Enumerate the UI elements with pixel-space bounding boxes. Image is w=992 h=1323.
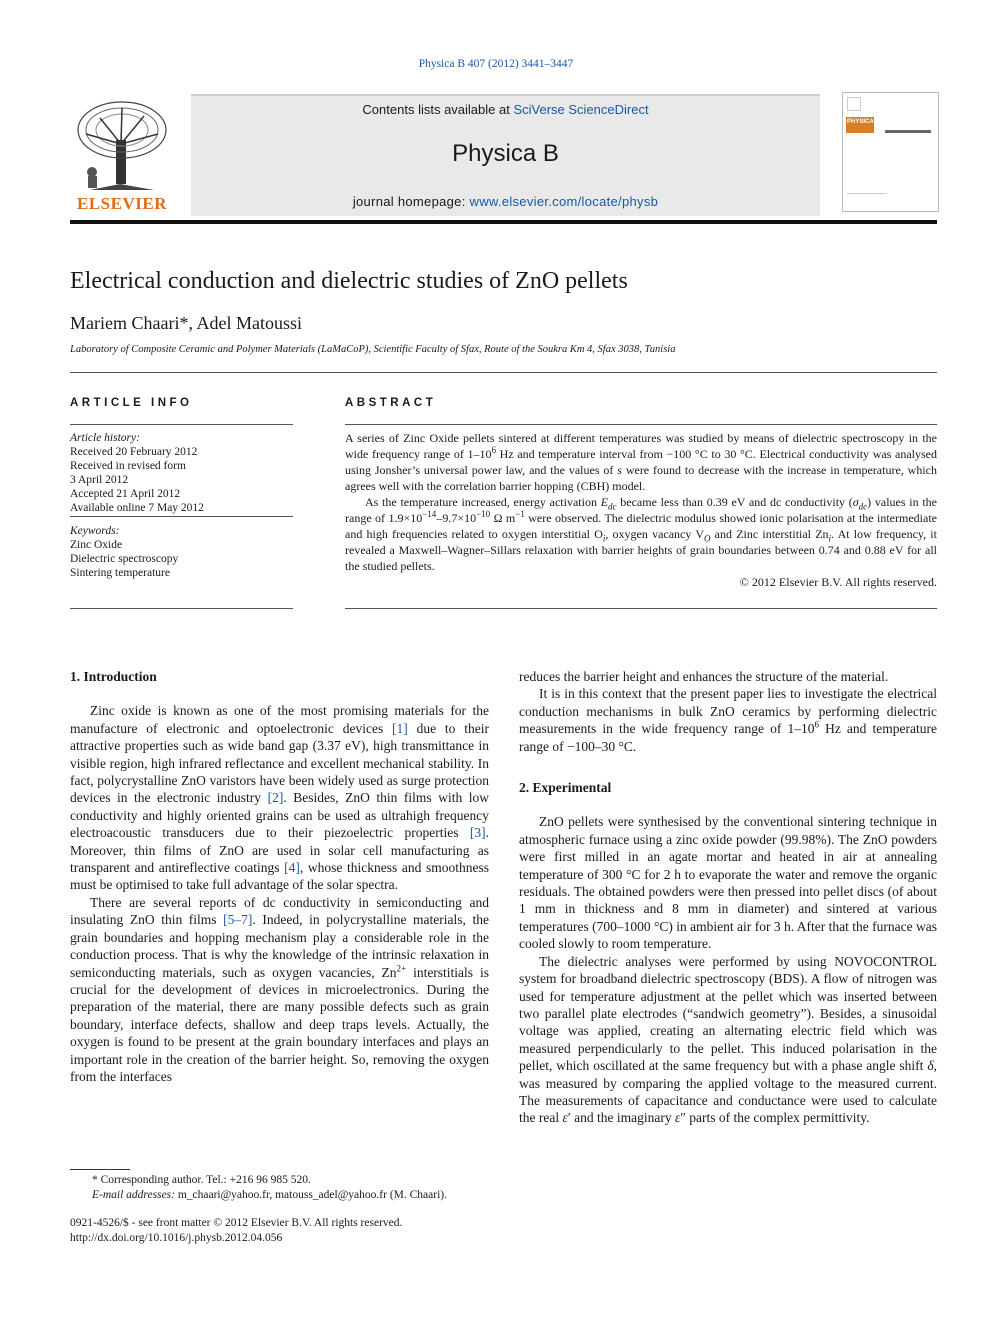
header-rule (70, 220, 937, 224)
experimental-paragraph: The dielectric analyses were performed by using NOVOCONTROL system for broadband dielectric spectroscopy (BDS). A flow of nitrogen was used for temperature adjustment at the pellet which was inserted between two parallel plate electrodes (“sandwich geometry”). Besides, a sinusoidal voltage was applied, creating an alternating electric field which was measured perpendicularly to the pellet. This induced polarisation in the pellet, which oscillated at the same frequency but with a phase angle shift δ, was measured by comparing the applied voltage to the measured current. The measurements of capacitance and conductance were used to calculate the real ε′ and the imaginary ε″ parts of the complex permittivity. (519, 953, 937, 1126)
doi-link[interactable]: http://dx.doi.org/10.1016/j.physb.2012.04.056 (70, 1232, 283, 1244)
homepage-prefix: journal homepage: (352, 194, 470, 209)
article-info-rule-mid (70, 516, 293, 517)
keyword-item: Dielectric spectroscopy (70, 553, 179, 565)
abstract-heading: ABSTRACT (345, 397, 437, 409)
abstract-rule-bottom (345, 608, 937, 609)
cover-label: PHYSICA (847, 119, 874, 125)
email-addresses: m_chaari@yahoo.fr, matouss_adel@yahoo.fr (M. Chaari). (174, 1189, 447, 1201)
abstract-rule-top (345, 424, 937, 425)
history-item: Received in revised form (70, 460, 186, 472)
abstract-paragraph: As the temperature increased, energy activation $E_{dc}$ became less than 0.39 eV and dc conductivity $(\sigma_{dc})$ values in the range of $1.9\times 10^{-14}-9.7\times 10^{-10}$ Ω $m^{-1}$ were observed. The dielectric modulus showed ionic polarisation at the intermediate and high frequencies related to oxygen interstitial $O_i$, oxygen vacancy $V_O$ and Zinc interstitial $Zn_i$. At low frequency, it revealed a Maxwell–Wagner–Sillars relaxation with barrier heights of grain boundaries between 0.74 and 0.88 eV for all the studied pellets. (345, 495, 937, 573)
issn-line: 0921-4526/$ - see front matter © 2012 Elsevier B.V. All rights reserved. (70, 1217, 403, 1229)
homepage-link[interactable]: www.elsevier.com/locate/physb (469, 194, 659, 209)
contents-line (191, 102, 820, 117)
article-info-rule-bottom (70, 608, 293, 609)
footnotes (70, 1173, 500, 1203)
keyword-item: Sintering temperature (70, 567, 170, 579)
journal-name: Physica B (452, 140, 559, 167)
article-history (70, 431, 293, 515)
intro-paragraph: Zinc oxide is known as one of the most promising materials for the manufacture of electronic and optoelectronic devices [1] due to their attractive properties such as wide band gap (3.37 eV), high transmittance in visible region, high infrared reflectance and excellent mechanical stability. In fact, polycrystalline ZnO varistors have been widely used as surge protection devices in the electronic industry [2]. Besides, ZnO thin films with low conductivity and highly oriented grains can be used as ultrahigh frequency electroacoustic transducers due to their piezoelectric properties [3]. Moreover, thin films of ZnO are used in solar cell manufacturing as transparent and antireflective coatings [4], whose thickness and smoothness must be optimised to take full advantage of the solar spectra. (70, 703, 489, 893)
history-item: Accepted 21 April 2012 (70, 488, 181, 500)
keyword-item: Zinc Oxide (70, 539, 123, 551)
experimental-heading: 2. Experimental (519, 780, 612, 796)
article-title: Electrical conduction and dielectric studies of ZnO pellets (70, 268, 628, 294)
history-item: 3 April 2012 (70, 474, 129, 486)
body-column-right (519, 668, 937, 1127)
intro-heading: 1. Introduction (70, 669, 157, 684)
intro-paragraph: There are several reports of dc conductivity in semiconducting and insulating ZnO thin films [5–7]. Indeed, in polycrystalline materials, the grain boundaries and hopping mechanism play a considerable role in the conduction process. That is why the knowledge of the intrinsic relaxation in semiconducting materials, such as oxygen vacancies, $Zn^{2+}$ interstitials is crucial for the development of devices in microelectronics. During the preparation of the material, there are many possible defects such as grain boundary, interface defects, shallow and deep traps levels. Actually, the oxygen is found to be present at the grain boundary interfaces and plays an important role in the creation of the barrier height. So, removing the oxygen from the interfaces (70, 894, 490, 1084)
cover-footer (847, 193, 887, 202)
intro-paragraph-continued: reduces the barrier height and enhances the structure of the material. (519, 669, 889, 684)
corresponding-author-note: * Corresponding author. Tel.: +216 96 985 520. (92, 1174, 311, 1186)
article-authors: Mariem Chaari*, Adel Matoussi (70, 313, 302, 333)
abstract-body (345, 430, 937, 590)
keywords (70, 524, 293, 580)
email-note (70, 1188, 500, 1203)
sciencedirect-link[interactable]: SciVerse ScienceDirect (513, 102, 649, 117)
cover-text-line (885, 130, 931, 133)
history-item: Received 20 February 2012 (70, 446, 198, 458)
article-info-heading: ARTICLE INFO (70, 397, 193, 409)
body-column-left (70, 668, 489, 1085)
title-rule (70, 372, 937, 373)
abstract-paragraph: A series of Zinc Oxide pellets sintered at different temperatures was studied by means of dielectric spectroscopy in the wide frequency range of $1-10^6$ Hz and temperature interval from −100 °C to 30 °C. Electrical conductivity was analysed using Jonsher’s universal power law, and the values of s were found to decrease with the increase in temperature, which agrees well with the correlation barrier hopping (CBH) model. (345, 431, 938, 493)
history-item: Available online 7 May 2012 (70, 502, 204, 514)
homepage-line (191, 194, 820, 209)
history-label: Article history: (70, 432, 140, 444)
abstract-copyright: © 2012 Elsevier B.V. All rights reserved. (739, 575, 937, 589)
email-label: E-mail addresses: (92, 1189, 175, 1201)
elsevier-wordmark: ELSEVIER (77, 194, 167, 213)
journal-cover-thumbnail (842, 92, 939, 212)
article-affiliation: Laboratory of Composite Ceramic and Polymer Materials (LaMaCoP), Scientific Faculty of Sfax, Route of the Soukra Km 4, Sfax 3038, Tunisia (70, 344, 676, 355)
contents-prefix: Contents lists available at (362, 102, 514, 117)
experimental-paragraph: ZnO pellets were synthesised by the conventional sintering technique in atmospheric furnace using a zinc oxide powder (99.98%). The ZnO powders were first milled in an agate mortar and heated in air at annealing temperature of 300 °C for 2 h to evaporate the water and remove the organic residuals. The obtained powders were then pressed into pellet discs (of about 1 mm in thickness and 8 mm in diameter) and sintered at various temperatures (700–1000 °C) in ambient air for 3 h. After that the furnace was cooled slowly to room temperature. (519, 814, 937, 952)
footnote-rule (70, 1169, 130, 1170)
article-info-rule-top (70, 424, 293, 425)
journal-citation[interactable]: Physica B 407 (2012) 3441–3447 (418, 58, 574, 70)
intro-paragraph: It is in this context that the present paper lies to investigate the electrical conduction mechanisms in bulk ZnO ceramics by performing dielectric measurements in the wide frequency range of $1-10^6$ Hz and temperature range of −100–30 °C. (519, 686, 937, 754)
keywords-label: Keywords: (70, 525, 120, 537)
front-matter (70, 1216, 500, 1246)
cover-logo-mark (847, 97, 861, 111)
